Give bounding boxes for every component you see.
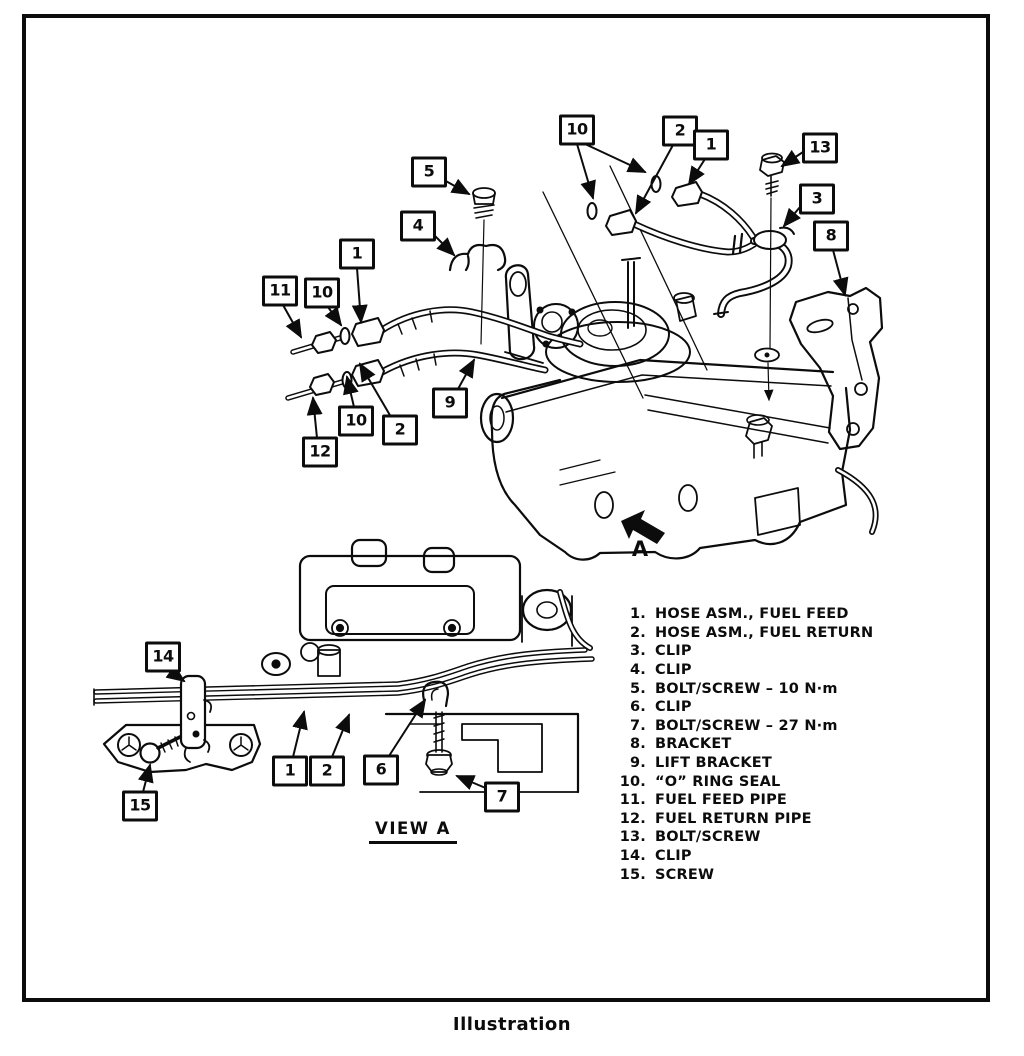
- legend-item-label: SCREW: [655, 866, 715, 883]
- callout-4: 4: [400, 211, 436, 242]
- callout-3: 3: [799, 184, 835, 215]
- legend-item-label: BOLT/SCREW – 10 N·m: [655, 680, 838, 697]
- clip-6-bolt-7: [423, 682, 452, 775]
- legend-item-number: 6.: [630, 699, 646, 716]
- legend-item-number: 11.: [619, 792, 646, 809]
- callout-10-top: 10: [559, 115, 595, 146]
- callout-6: 6: [363, 755, 399, 786]
- legend-item-label: “O” RING SEAL: [655, 773, 781, 790]
- figure-caption: Illustration: [452, 1014, 572, 1035]
- direction-letter: A: [631, 537, 649, 561]
- legend-item: [616, 828, 873, 847]
- legend-item: [616, 865, 873, 884]
- legend-item: [616, 642, 873, 661]
- legend-item-number: 14.: [619, 848, 646, 865]
- legend-item: [616, 605, 873, 624]
- legend-item-number: 10.: [619, 773, 646, 790]
- manifold-underside: [262, 540, 590, 676]
- legend-item-label: FUEL FEED PIPE: [655, 792, 788, 809]
- legend-item-label: CLIP: [655, 662, 692, 679]
- engine-block: [481, 360, 876, 560]
- legend-item-label: CLIP: [655, 699, 692, 716]
- legend-item-number: 1.: [630, 606, 646, 623]
- legend-item: [616, 661, 873, 680]
- legend-item-label: LIFT BRACKET: [655, 755, 772, 772]
- legend-item: [616, 772, 873, 791]
- callout-8: 8: [813, 221, 849, 252]
- legend-item: [616, 735, 873, 754]
- legend-item: [616, 717, 873, 736]
- callout-1-viewa: 1: [272, 756, 308, 787]
- legend-item-number: 3.: [630, 643, 646, 660]
- legend-item-number: 7.: [630, 717, 646, 734]
- throttle-body: [534, 258, 772, 458]
- callout-11: 11: [262, 276, 298, 307]
- legend-item: [616, 624, 873, 643]
- callout-14: 14: [145, 642, 181, 673]
- view-a-block: [386, 714, 578, 792]
- legend-item-label: CLIP: [655, 848, 692, 865]
- legend-item: [616, 810, 873, 829]
- bracket-8: [790, 288, 882, 449]
- legend-item-number: 2.: [630, 624, 646, 641]
- callout-5: 5: [411, 157, 447, 188]
- callout-2-lower: 2: [382, 415, 418, 446]
- legend-item: [616, 847, 873, 866]
- callout-9: 9: [432, 388, 468, 419]
- fuel-hoses-left: [288, 310, 580, 398]
- legend-item-label: FUEL RETURN PIPE: [655, 810, 812, 827]
- legend-item-label: BOLT/SCREW – 27 N·m: [655, 717, 838, 734]
- callout-1-top: 1: [693, 130, 729, 161]
- parts-legend: [616, 605, 873, 884]
- legend-item: [616, 754, 873, 773]
- legend-item-label: HOSE ASM., FUEL RETURN: [655, 624, 874, 641]
- legend-item: [616, 791, 873, 810]
- legend-item-label: BOLT/SCREW: [655, 829, 761, 846]
- legend-item-number: 5.: [630, 680, 646, 697]
- legend-item-number: 13.: [619, 829, 646, 846]
- callout-13: 13: [802, 133, 838, 164]
- legend-item-number: 12.: [619, 810, 646, 827]
- fuel-hoses-top: [588, 176, 795, 314]
- callout-12: 12: [302, 437, 338, 468]
- view-a-label: VIEW A: [369, 819, 457, 844]
- callout-10-left: 10: [304, 278, 340, 309]
- callout-1-left: 1: [339, 239, 375, 270]
- legend-item-number: 9.: [630, 755, 646, 772]
- legend-item-label: BRACKET: [655, 736, 732, 753]
- legend-item: [616, 679, 873, 698]
- callout-2-viewa: 2: [309, 756, 345, 787]
- legend-item: [616, 698, 873, 717]
- callout-15: 15: [122, 791, 158, 822]
- callout-7: 7: [484, 782, 520, 813]
- clip-4: [450, 245, 505, 270]
- callout-2-top: 2: [662, 116, 698, 147]
- legend-item-label: HOSE ASM., FUEL FEED: [655, 606, 849, 623]
- legend-item-number: 15.: [619, 866, 646, 883]
- callout-10-lower: 10: [338, 406, 374, 437]
- legend-item-number: 4.: [630, 662, 646, 679]
- legend-item-number: 8.: [630, 736, 646, 753]
- legend-item-label: CLIP: [655, 643, 692, 660]
